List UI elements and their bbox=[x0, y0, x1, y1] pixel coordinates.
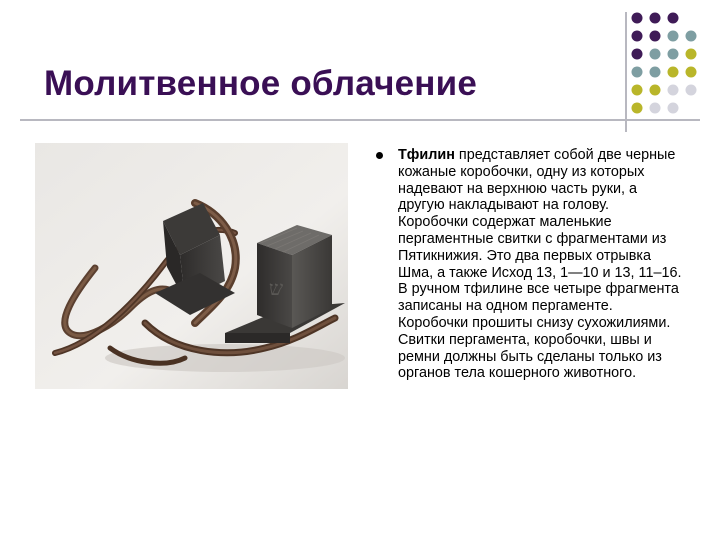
tefillin-photo bbox=[35, 143, 348, 389]
shin-letter-mark: ש bbox=[269, 276, 284, 300]
bullet-term: Тфилин bbox=[398, 147, 455, 163]
dot-olive bbox=[668, 67, 679, 78]
dot-gray bbox=[650, 103, 661, 114]
dot-row-4 bbox=[632, 67, 697, 78]
dot-row-3 bbox=[632, 49, 697, 60]
dot-purple bbox=[632, 31, 643, 42]
dot-teal bbox=[668, 49, 679, 60]
dot-purple bbox=[668, 13, 679, 24]
dot-row-5 bbox=[632, 85, 697, 96]
dot-teal bbox=[650, 49, 661, 60]
bullet-list bbox=[376, 147, 682, 382]
dot-gray bbox=[668, 85, 679, 96]
dot-purple bbox=[650, 31, 661, 42]
dot-olive bbox=[686, 49, 697, 60]
dot-purple bbox=[632, 13, 643, 24]
dot-row-6 bbox=[632, 103, 679, 114]
dot-row-1 bbox=[632, 13, 679, 24]
dot-olive bbox=[650, 85, 661, 96]
dot-teal bbox=[650, 67, 661, 78]
dot-teal bbox=[632, 67, 643, 78]
dot-teal bbox=[686, 31, 697, 42]
dot-purple bbox=[632, 49, 643, 60]
decorative-vertical-line bbox=[625, 12, 627, 132]
bullet-marker bbox=[376, 152, 383, 159]
dot-teal bbox=[668, 31, 679, 42]
bullet-item bbox=[398, 147, 682, 382]
bullet-text: представляет собой две черные кожаные коробочки, одну из которых надевают на верхнюю часть руки, а другую накладывают на голову. Коробочки содержат маленькие пергаментные свитки с фрагментами из Пятикнижия. Это два первых отрывка Шма, а также Исход 13, 1—10 и 13, 11–16. В ручном тфилине все четыре фрагмента записаны на одном пергаменте. Коробочки прошиты снизу сухожилиями. Свитки пергамента, коробочки, швы и ремни должны быть сделаны только из органов тела кошерного животного. bbox=[398, 147, 682, 382]
title-underline bbox=[20, 119, 700, 121]
dot-purple bbox=[650, 13, 661, 24]
dot-gray bbox=[668, 103, 679, 114]
dot-row-2 bbox=[632, 31, 697, 42]
dot-olive bbox=[632, 103, 643, 114]
slide-title: Молитвенное облачение bbox=[44, 64, 477, 103]
dot-olive bbox=[632, 85, 643, 96]
dot-gray bbox=[686, 85, 697, 96]
dot-olive bbox=[686, 67, 697, 78]
